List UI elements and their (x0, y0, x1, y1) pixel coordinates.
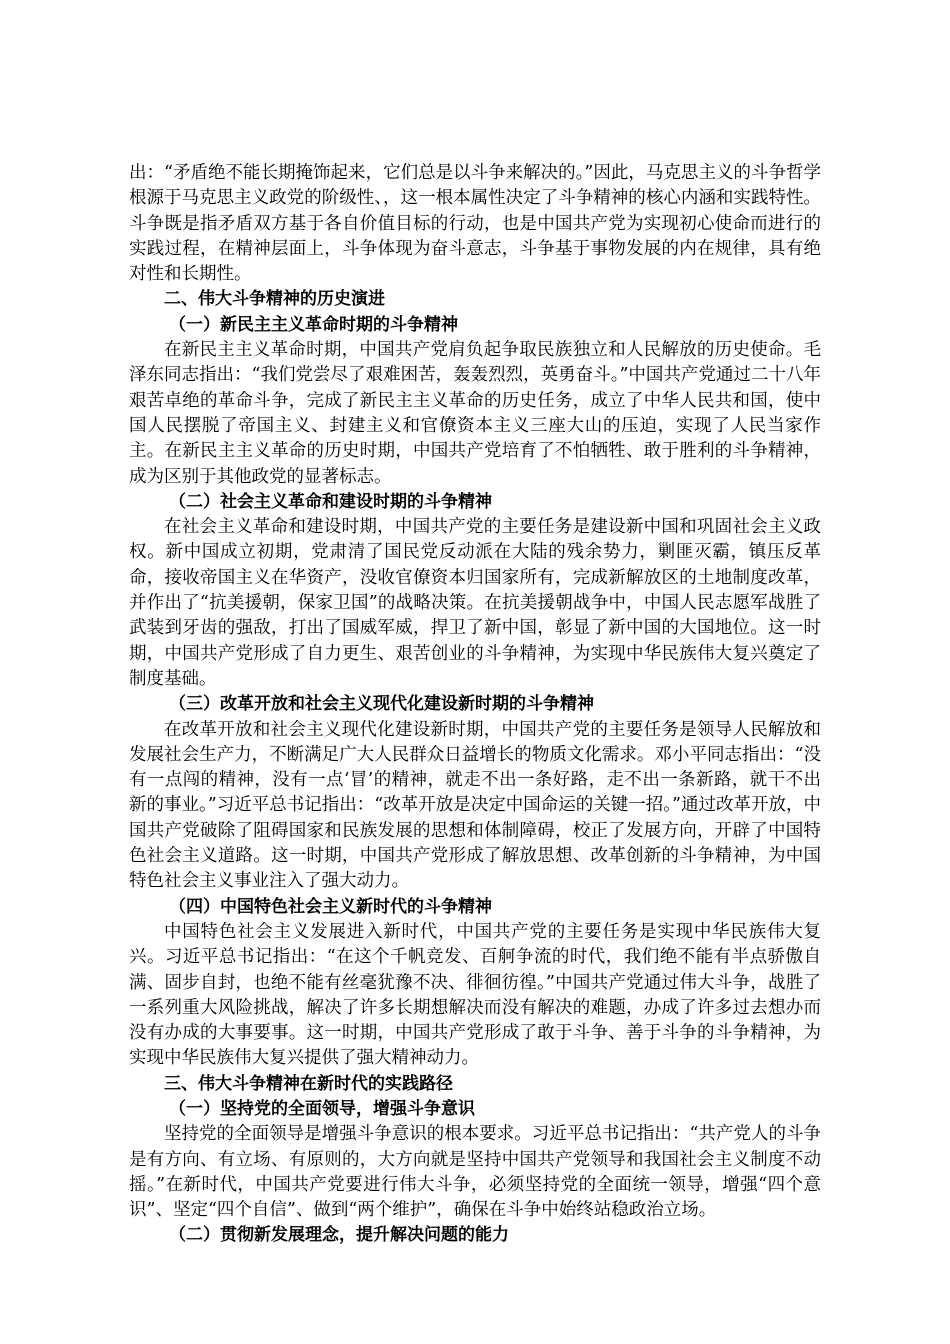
body-paragraph: 出：“矛盾绝不能长期掩饰起来，它们总是以斗争来解决的。”因此，马克思主义的斗争哲学根源于马克思主义政党的阶级性、，这一根本属性决定了斗争精神的核心内涵和实践特性。斗争既是指矛盾双方基于各自价值目标的行动，也是中国共产党为实现初心使命而进行的实践过程，在精神层面上，斗争体现为奋斗意志，斗争基于事物发展的内在规律，具有绝对性和长期性。 (129, 163, 821, 285)
body-paragraph: 在新民主主义革命时期，中国共产党肩负起争取民族独立和人民解放的历史使命。毛泽东同志指出：“我们党尝尽了艰难困苦，轰轰烈烈，英勇奋斗。”中国共产党通过二十八年艰苦卓绝的革命斗争，完成了新民主主义革命的历史任务，成立了中华人民共和国，使中国人民摆脱了帝国主义、封建主义和官僚资本主义三座大山的压迫，实现了人民当家作主。在新民主主义革命的历史时期，中国共产党培育了不怕牺牲、敢于胜利的斗争精神，成为区别于其他政党的显著标志。 (129, 340, 821, 487)
subsection-heading: （一）坚持党的全面领导，增强斗争意识 (169, 1098, 475, 1119)
subsection-heading: （一）新民主主义革命时期的斗争精神 (169, 314, 458, 335)
body-paragraph: 中国特色社会主义发展进入新时代，中国共产党的主要任务是实现中华民族伟大复兴。习近平总书记指出：“在这个千帆竞发、百舸争流的时代，我们绝不能有半点骄傲自满、固步自封，也绝不能有丝毫犹豫不决、徘徊彷徨。”中国共产党通过伟大斗争，战胜了一系列重大风险挑战，解决了许多长期想解决而没有解决的难题，办成了许多过去想办而没有办成的大事要事。这一时期，中国共产党形成了敢于斗争、善于斗争的斗争精神，为实现中华民族伟大复兴提供了强大精神动力。 (129, 921, 821, 1069)
subsection-heading: （三）改革开放和社会主义现代化建设新时期的斗争精神 (169, 694, 594, 715)
section-heading: 二、伟大斗争精神的历史演进 (164, 289, 385, 310)
section-heading: 三、伟大斗争精神在新时代的实践路径 (164, 1073, 453, 1094)
document-page (129, 161, 821, 1249)
subsection-heading: （二）社会主义革命和建设时期的斗争精神 (169, 491, 492, 512)
body-paragraph: 在社会主义革命和建设时期，中国共产党的主要任务是建设新中国和巩固社会主义政权。新中国成立初期，党肃清了国民党反动派在大陆的残余势力，剿匪灭霸，镇压反革命，接收帝国主义在华资产，没收官僚资本归国家所有，完成新解放区的土地制度改革，并作出了“抗美援朝，保家卫国”的战略决策。在抗美援朝战争中，中国人民志愿军战胜了武装到牙齿的强敌，打出了国威军威，捍卫了新中国，彰显了新中国的大国地位。这一时期，中国共产党形成了自力更生、艰苦创业的斗争精神，为实现中华民族伟大复兴奠定了制度基础。 (129, 517, 821, 689)
subsection-heading: （二）贯彻新发展理念，提升解决问题的能力 (169, 1225, 509, 1246)
body-paragraph: 坚持党的全面领导是增强斗争意识的根本要求。习近平总书记指出：“共产党人的斗争是有方向、有立场、有原则的，大方向就是坚持中国共产党领导和我国社会主义制度不动摇。”在新时代，中国共产党要进行伟大斗争，必须坚持党的全面统一领导，增强“四个意识”、坚定“四个自信”、做到“两个维护”，确保在斗争中始终站稳政治立场。 (129, 1124, 821, 1221)
subsection-heading: （四）中国特色社会主义新时代的斗争精神 (169, 896, 492, 917)
body-paragraph: 在改革开放和社会主义现代化建设新时期，中国共产党的主要任务是领导人民解放和发展社会生产力，不断满足广大人民群众日益增长的物质文化需求。邓小平同志指出：“没有一点闯的精神，没有一点‘冒’的精神，就走不出一条好路，走不出一条新路，就干不出新的事业。”习近平总书记指出：“改革开放是决定中国命运的关键一招。”通过改革开放，中国共产党破除了阻碍国家和民族发展的思想和体制障碍，校正了发展方向，开辟了中国特色社会主义道路。这一时期，中国共产党形成了解放思想、改革创新的斗争精神，为中国特色社会主义事业注入了强大动力。 (129, 719, 821, 892)
